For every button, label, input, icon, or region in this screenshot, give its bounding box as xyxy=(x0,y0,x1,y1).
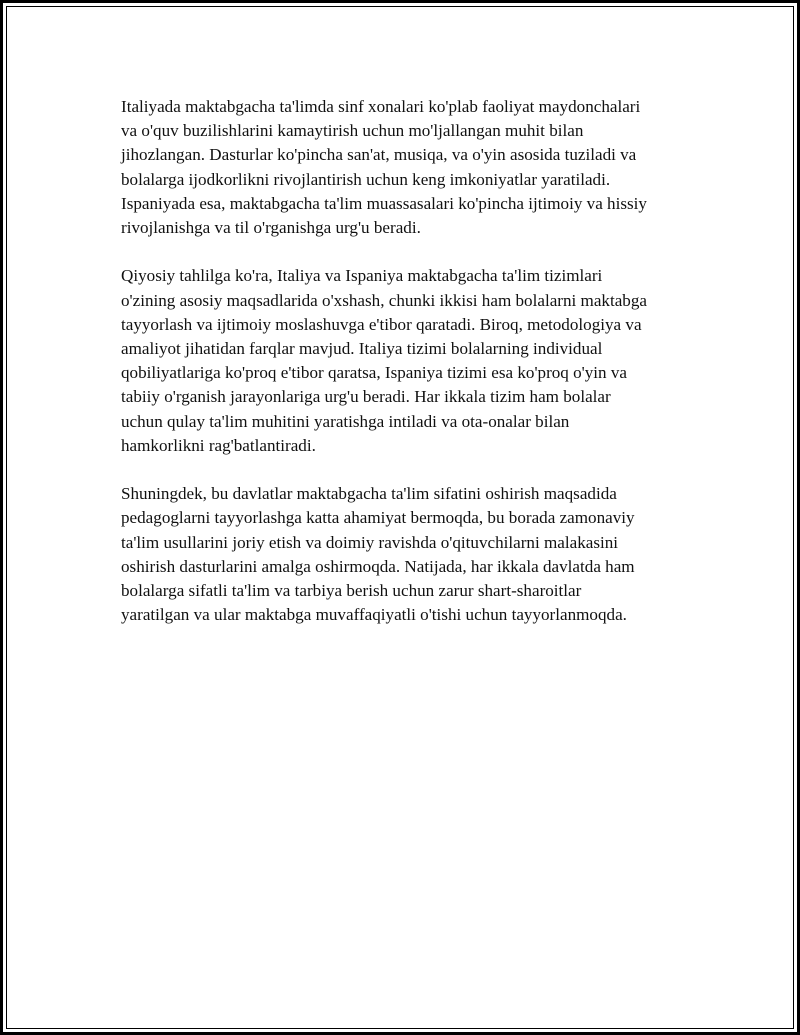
text-line: oshirish dasturlarini amalga oshirmoqda. Natijada, har ikkala davlatda ham xyxy=(121,556,635,576)
document-body xyxy=(121,95,681,652)
paragraph-3 xyxy=(121,482,681,627)
paragraph-1 xyxy=(121,95,681,240)
text-line: pedagoglarni tayyorlashga katta ahamiyat bermoqda, bu borada zamonaviy xyxy=(121,508,635,528)
text-line: Ispaniyada esa, maktabgacha ta'lim muassasalari ko'pincha ijtimoiy va hissiy xyxy=(121,193,647,213)
text-line: jihozlangan. Dasturlar ko'pincha san'at, musiqa, va o'yin asosida tuziladi va xyxy=(121,145,637,165)
text-line: rivojlanishga va til o'rganishga urg'u beradi. xyxy=(121,218,421,238)
text-line: ta'lim usullarini joriy etish va doimiy ravishda o'qituvchilarni malakasini xyxy=(121,532,619,552)
text-line: va o'quv buzilishlarini kamaytirish uchun mo'ljallangan muhit bilan xyxy=(121,121,584,141)
text-line: Shuningdek, bu davlatlar maktabgacha ta'lim sifatini oshirish maqsadida xyxy=(121,484,617,504)
text-line: uchun qulay ta'lim muhitini yaratishga intiladi va ota-onalar bilan xyxy=(121,411,570,431)
text-line: tabiiy o'rganish jarayonlariga urg'u beradi. Har ikkala tizim ham bolalar xyxy=(121,387,611,407)
text-line: tayyorlash va ijtimoiy moslashuvga e'tibor qaratadi. Biroq, metodologiya va xyxy=(121,314,642,334)
text-line: amaliyot jihatidan farqlar mavjud. Italiya tizimi bolalarning individual xyxy=(121,339,603,359)
text-line: yaratilgan va ular maktabga muvaffaqiyatli o'tishi uchun tayyorlanmoqda. xyxy=(121,605,627,625)
text-line: o'zining asosiy maqsadlarida o'xshash, chunki ikkisi ham bolalarni maktabga xyxy=(121,290,647,310)
text-line: Qiyosiy tahlilga ko'ra, Italiya va Ispaniya maktabgacha ta'lim tizimlari xyxy=(121,266,603,286)
text-line: Italiyada maktabgacha ta'limda sinf xonalari ko'plab faoliyat maydonchalari xyxy=(121,97,641,116)
text-line: qobiliyatlariga ko'proq e'tibor qaratsa, Ispaniya tizimi esa ko'proq o'yin va xyxy=(121,363,628,383)
text-line: hamkorlikni rag'batlantiradi. xyxy=(121,435,316,455)
text-line: bolalarga ijodkorlikni rivojlantirish uchun keng imkoniyatlar yaratiladi. xyxy=(121,169,611,189)
text-line: bolalarga sifatli ta'lim va tarbiya berish uchun zarur shart-sharoitlar xyxy=(121,581,582,601)
paragraph-2 xyxy=(121,264,681,458)
